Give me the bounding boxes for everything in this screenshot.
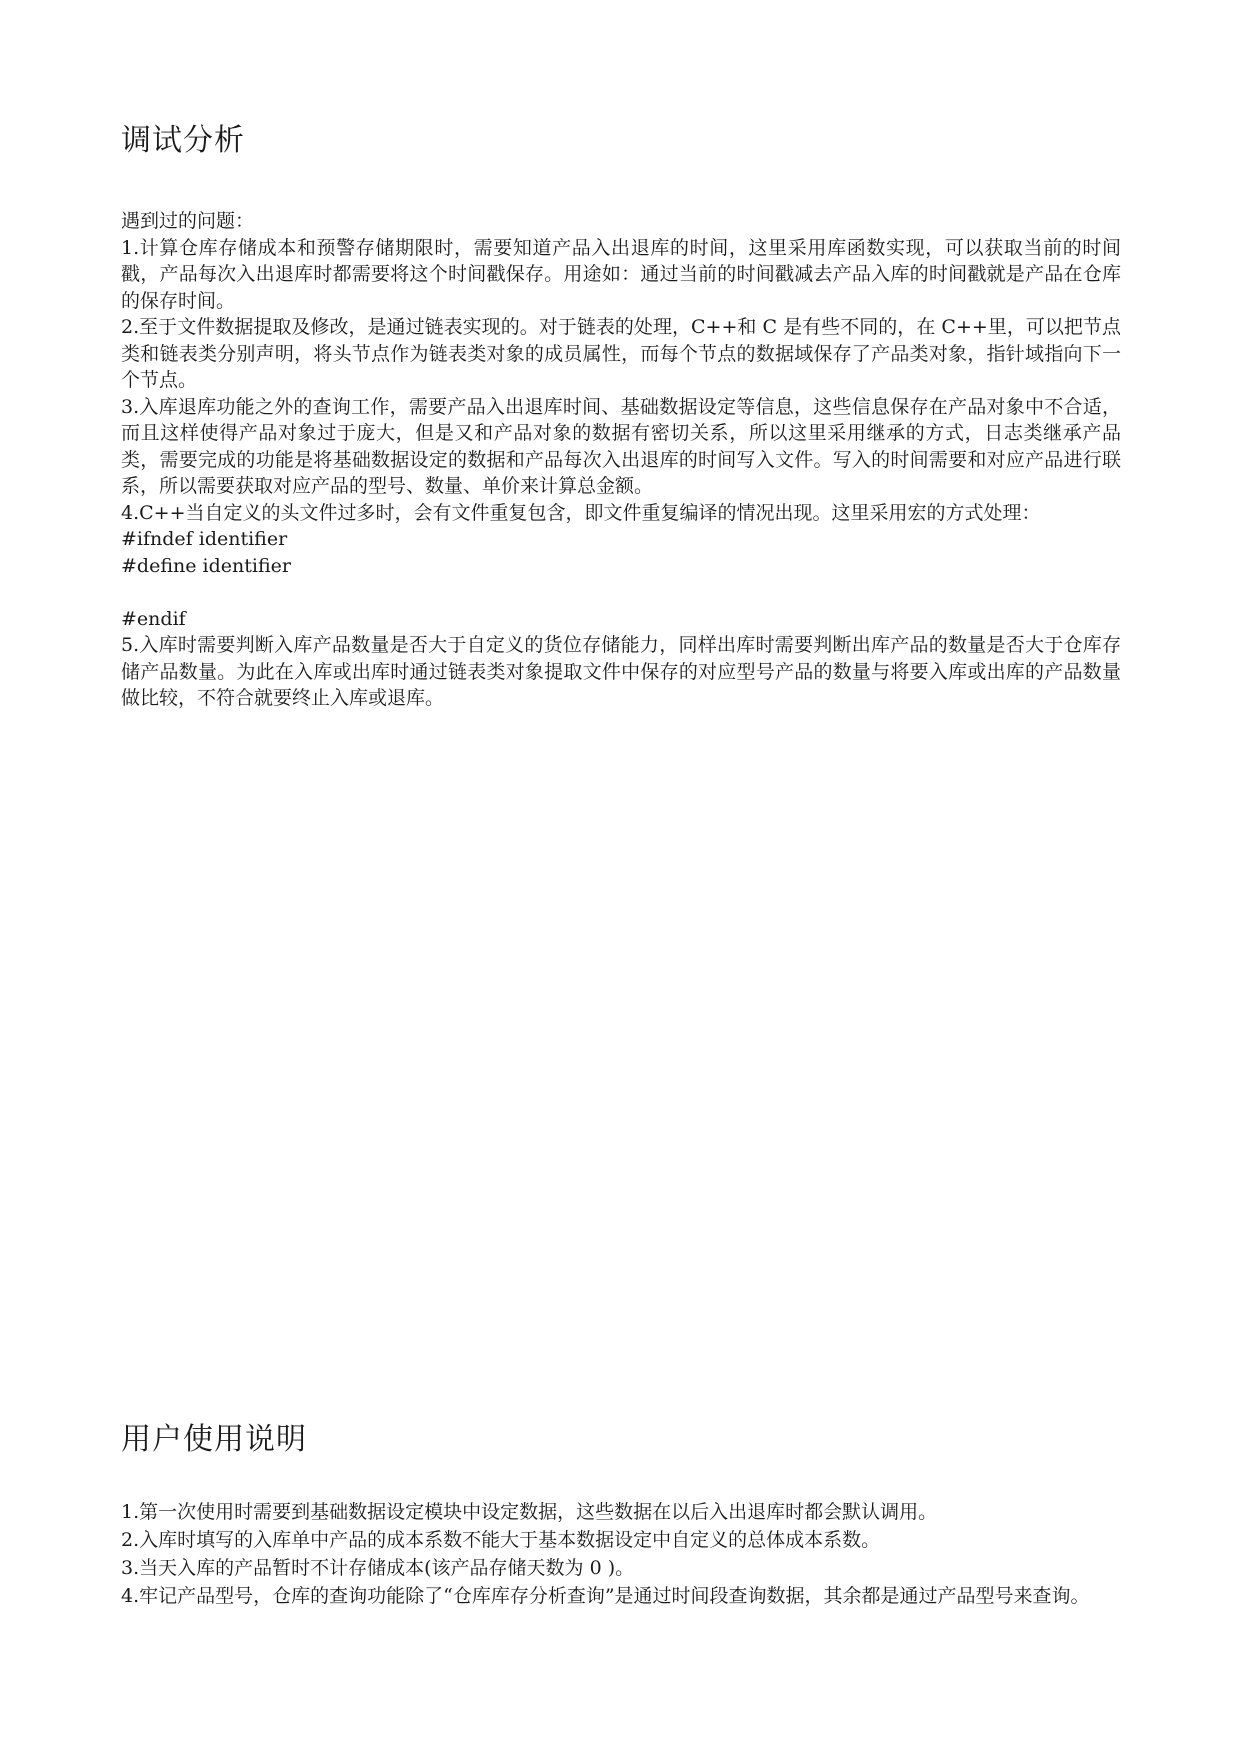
guide-item-2: 2.入库时填写的入库单中产品的成本系数不能大于基本数据设定中自定义的总体成本系数。 <box>121 1529 881 1551</box>
code-line-ifndef: #ifndef identifier <box>121 528 288 550</box>
problem-item-1: 1.计算仓库存储成本和预警存储期限时，需要知道产品入出退库的时间，这里采用库函数实现，可以获取当前的时间戳，产品每次入出退库时都需要将这个时间戳保存。用途如：通过当前的时间戳减去产品入库的时间戳就是产品在仓库的保存时间。 <box>121 236 1121 312</box>
guide-item-4: 4.牢记产品型号，仓库的查询功能除了“仓库库存分析查询”是通过时间段查询数据，其余都是通过产品型号来查询。 <box>121 1585 1090 1607</box>
user-guide-heading: 用户使用说明 <box>121 1422 307 1457</box>
code-blank-line <box>121 579 1121 606</box>
problem-item-4: 4.C++当自定义的头文件过多时，会有文件重复包含，即文件重复编译的情况出现。这里采用宏的方式处理： <box>121 501 1041 524</box>
user-guide-list <box>121 1498 1121 1610</box>
debug-analysis-heading: 调试分析 <box>121 123 245 158</box>
debug-analysis-section <box>121 121 1121 712</box>
guide-item-1: 1.第一次使用时需要到基础数据设定模块中设定数据，这些数据在以后入出退库时都会默认调用。 <box>121 1501 938 1523</box>
problems-intro: 遇到过的问题： <box>121 210 255 232</box>
code-line-define: #define identifier <box>121 554 291 577</box>
problem-item-2: 2.至于文件数据提取及修改，是通过链表实现的。对于链表的处理，C++和 C 是有些不同的，在 C++里，可以把节点类和链表类分别声明，将头节点作为链表类对象的成员属性，而每个节点的数据域保存了产品类对象，指针域指向下一个节点。 <box>121 316 1121 391</box>
code-line-endif: #endif <box>121 607 186 630</box>
problem-item-3: 3.入库退库功能之外的查询工作，需要产品入出退库时间、基础数据设定等信息，这些信息保存在产品对象中不合适，而且这样使得产品对象过于庞大，但是又和产品对象的数据有密切关系，所以这里采用继承的方式，日志类继承产品类，需要完成的功能是将基础数据设定的数据和产品每次入出退库的时间写入文件。写入的时间需要和对应产品进行联系，所以需要获取对应产品的型号、数量、单价来计算总金额。 <box>121 395 1121 497</box>
problem-item-5: 5.入库时需要判断入库产品数量是否大于自定义的货位存储能力，同样出库时需要判断出库产品的数量是否大于仓库存储产品数量。为此在入库或出库时通过链表类对象提取文件中保存的对应型号产品的数量与将要入库或出库的产品数量做比较，不符合就要终止入库或退库。 <box>121 634 1121 709</box>
user-guide-section <box>121 1420 1121 1610</box>
guide-item-3: 3.当天入库的产品暂时不计存储成本(该产品存储天数为 0 )。 <box>121 1557 635 1579</box>
